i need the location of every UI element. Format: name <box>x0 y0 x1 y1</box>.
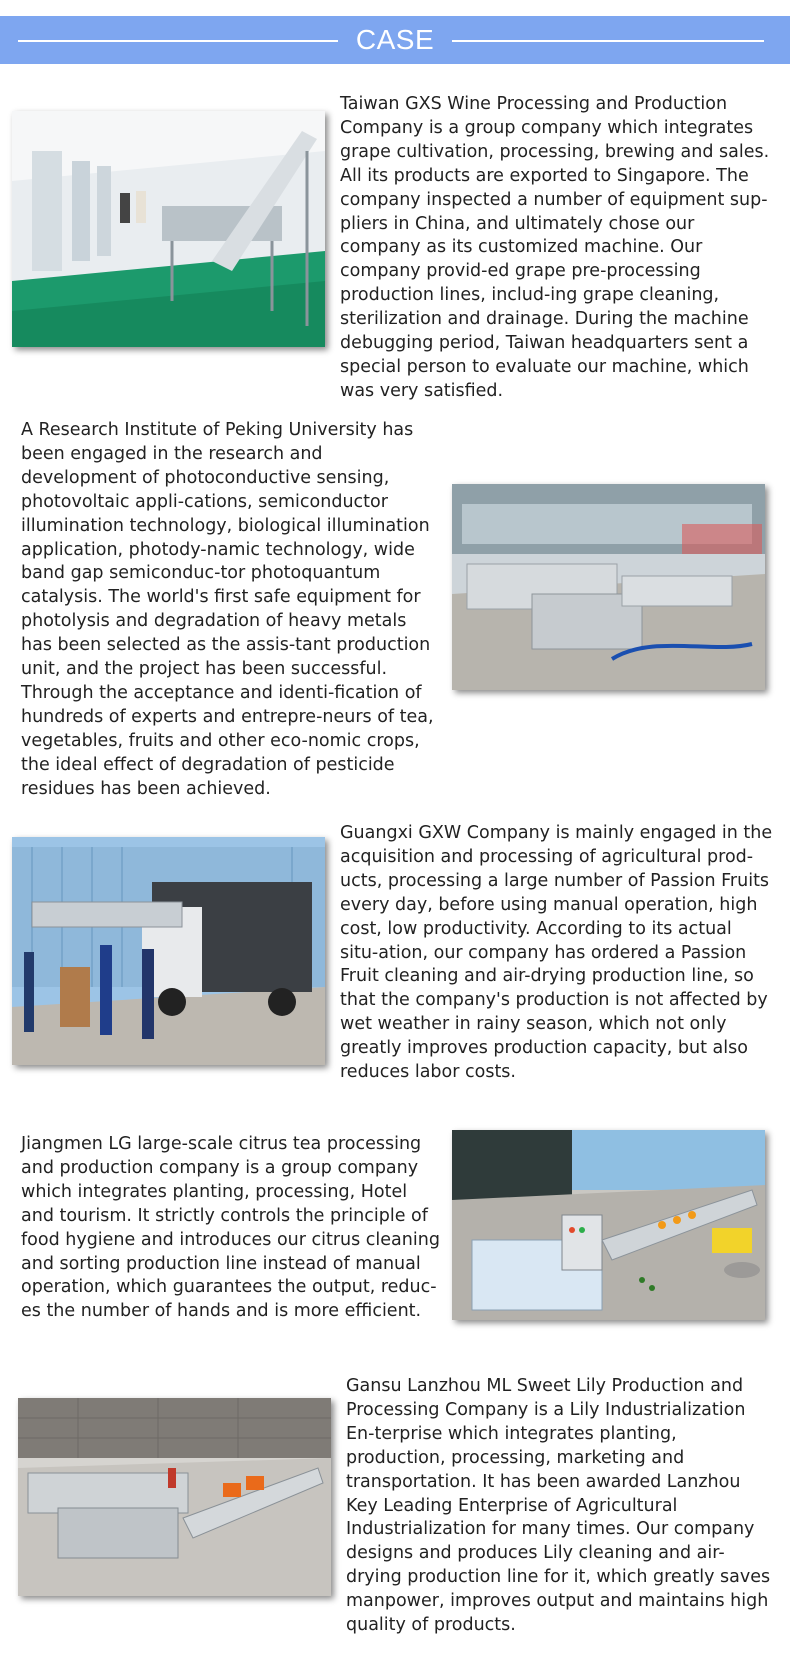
truck-loading-machine-photo-icon <box>12 837 325 1065</box>
case-4-description: Jiangmen LG large-scale citrus tea processing and production company is a group company which integrates planting, processing, Hotel and tourism. It strictly controls the principle of food hygiene and introduces our citrus cleaning and sorting production line instead of manual operation, which guarantees the output, reduc-es the number of hands and is more efficient. <box>21 1134 440 1322</box>
washing-line-warehouse-photo-icon <box>452 484 765 690</box>
case-2-description: A Research Institute of Peking University has been engaged in the research and development of photoconductive sensing, photovoltaic appli-cations, semiconductor illumination technology, biological illumination application, photody-namic technology, wide band gap semiconduc-tor photoquantum catalysis. The world's first safe equipment for photolysis and degradation of heavy metals has been selected as the assis-tant production unit, and the project has been successful. Through the acceptance and identi-fication of hundreds of experts and entrepre-neurs of tea, vegetables, fruits and other eco-nomic crops, the ideal effect of degradation of pesticide residues has been achieved. <box>21 420 434 799</box>
header-title: CASE <box>355 24 435 55</box>
factory-conveyor-photo-icon <box>12 111 325 347</box>
case-header-bar <box>0 16 790 64</box>
header-divider-left <box>18 40 338 42</box>
case-3-description: Guangxi GXW Company is mainly engaged in the acquisition and processing of agricultural prod-ucts, processing a large number of Passion Fruits every day, before using manual operation, high cost, low productivity. According to its actual situ-ation, our company has ordered a Passion Fruit cleaning and air-drying production line, so that the company's production is not affected by wet weather in rainy season, which not only greatly improves production capacity, but also reduces labor costs. <box>340 823 773 1083</box>
case-5-description: Gansu Lanzhou ML Sweet Lily Production and Processing Company is a Lily Industrialization En-terprise which integrates planting, production, processing, marketing and transportation. It has been awarded Lanzhou Key Leading Enterprise of Agricultural Industrialization for many times. Our company designs and produces Lily cleaning and air-drying production line for it, which greatly saves manpower, improves output and maintains high quality of products. <box>346 1376 771 1636</box>
case-1-description: Taiwan GXS Wine Processing and Production Company is a group company which integrates grape cultivation, processing, brewing and sales. All its products are exported to Singapore. The company inspected a number of equipment sup-pliers in China, and ultimately chose our company as its customized machine. Our company provid-ed grape pre-processing production lines, includ-ing grape cleaning, sterilization and drainage. During the machine debugging period, Taiwan headquarters sent a special person to evaluate our machine, which was very satisfied. <box>340 94 770 401</box>
lily-washing-line-photo-icon <box>18 1398 331 1596</box>
citrus-sorting-line-photo-icon <box>452 1130 765 1320</box>
header-divider-right <box>452 40 764 42</box>
